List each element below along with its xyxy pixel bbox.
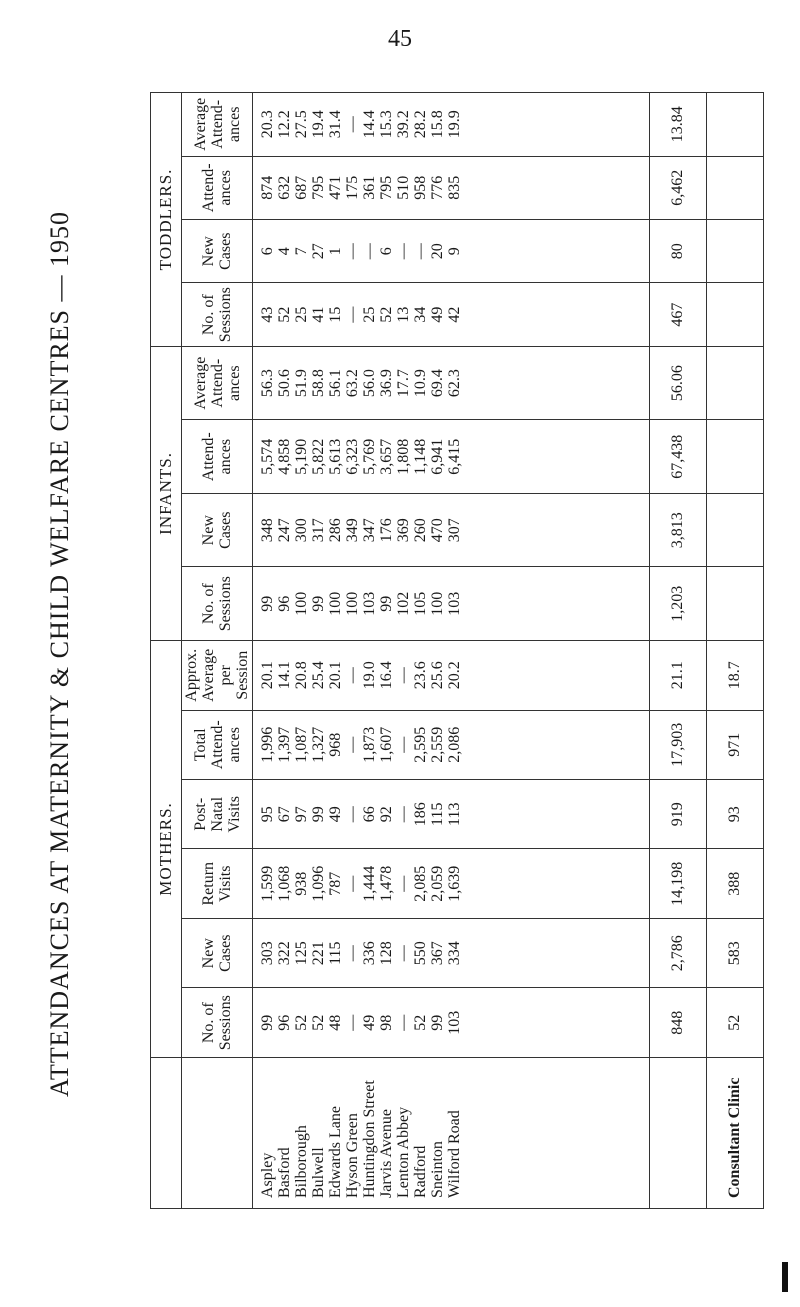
consult-empty [707, 283, 764, 346]
cell-value: 2,086 [446, 726, 463, 763]
consult-empty [707, 346, 764, 420]
cell-value: 10.9 [412, 369, 429, 398]
cell-value: Huntingdon Street [361, 1080, 378, 1198]
cell-value: 15.3 [378, 110, 395, 139]
cell-value: 1 [327, 247, 344, 256]
cell-value: — [395, 806, 412, 823]
cell-value: 20.2 [446, 661, 463, 690]
consultant-label: Consultant Clinic [707, 1057, 764, 1208]
cell-value: 49 [361, 1014, 378, 1031]
cell-value: — [344, 243, 361, 260]
cell-value: 34 [412, 306, 429, 323]
cell-value: 27.5 [293, 110, 310, 139]
cell-value: 69.4 [429, 369, 446, 398]
cell-value: — [344, 945, 361, 962]
cell-value: 14.4 [361, 110, 378, 139]
group-mothers: MOTHERS. [151, 640, 182, 1057]
cell-value: 25.4 [310, 661, 327, 690]
m-return-values [253, 849, 650, 918]
cell-value: 15.8 [429, 110, 446, 139]
cell-value: 52 [378, 306, 395, 323]
cell-value: 632 [276, 175, 293, 200]
consult-m-post: 93 [707, 780, 764, 849]
cell-value: 51.9 [293, 369, 310, 398]
consult-m-avg: 18.7 [707, 640, 764, 710]
cell-value: Bilborough [293, 1125, 310, 1198]
total-t-sessions: 467 [650, 283, 707, 346]
col-t-new: New Cases [182, 220, 253, 283]
cell-value: 2,595 [412, 726, 429, 763]
cell-value: 317 [310, 518, 327, 543]
consult-empty [707, 93, 764, 157]
cell-value: 1,607 [378, 726, 395, 763]
cell-value: 5,574 [259, 438, 276, 475]
cell-value: 48 [327, 1014, 344, 1031]
t-attend-values [253, 156, 650, 219]
cell-value: Radford [412, 1145, 429, 1198]
cell-value: 97 [293, 806, 310, 823]
cell-value: 787 [327, 871, 344, 896]
cell-value: 99 [378, 595, 395, 612]
cell-value: — [361, 243, 378, 260]
total-i-sessions: 1,203 [650, 567, 707, 641]
col-m-post: Post-Natal Visits [182, 780, 253, 849]
cell-value: 334 [446, 941, 463, 966]
cell-value: 7 [293, 247, 310, 256]
cell-value: 1,873 [361, 726, 378, 763]
cell-value: 6 [259, 247, 276, 256]
t-sessions-values [253, 283, 650, 346]
total-m-new: 2,786 [650, 918, 707, 987]
centre-rows [253, 93, 650, 1209]
col-i-sessions: No. of Sessions [182, 567, 253, 641]
cell-value: Lenton Abbey [395, 1106, 412, 1198]
cell-value: 49 [429, 306, 446, 323]
cell-value: 14.1 [276, 661, 293, 690]
i-avg-values [253, 346, 650, 420]
cell-value: 128 [378, 941, 395, 966]
cell-value: 56.3 [259, 369, 276, 398]
cell-value: 510 [395, 175, 412, 200]
cell-value: 367 [429, 941, 446, 966]
cell-value: Edwards Lane [327, 1106, 344, 1198]
cell-value: 63.2 [344, 369, 361, 398]
cell-value: 13 [395, 306, 412, 323]
cell-value: 25 [293, 306, 310, 323]
cell-value: 95 [259, 806, 276, 823]
cell-value: — [344, 736, 361, 753]
cell-value: 300 [293, 518, 310, 543]
col-m-total: Total Attend-ances [182, 710, 253, 779]
i-new-values [253, 493, 650, 567]
total-i-new: 3,813 [650, 493, 707, 567]
col-t-attend: Attend-ances [182, 156, 253, 219]
cell-value: — [344, 806, 361, 823]
col-t-avg: Average Attend-ances [182, 93, 253, 157]
cell-value: 39.2 [395, 110, 412, 139]
cell-value: 361 [361, 175, 378, 200]
total-m-total: 17,903 [650, 710, 707, 779]
cell-value: — [344, 306, 361, 323]
cell-value: 20.3 [259, 110, 276, 139]
cell-value: 100 [293, 591, 310, 616]
cell-value: 4,858 [276, 438, 293, 475]
group-toddlers: TODDLERS. [151, 93, 182, 347]
cell-value: 307 [446, 518, 463, 543]
cell-value: 938 [293, 871, 310, 896]
cell-value: 1,327 [310, 726, 327, 763]
cell-value: 471 [327, 175, 344, 200]
cell-value: 113 [446, 802, 463, 826]
cell-value: 99 [259, 595, 276, 612]
cell-value: 56.0 [361, 369, 378, 398]
cell-value: 16.4 [378, 661, 395, 690]
cell-value: 1,639 [446, 865, 463, 902]
cell-value: Basford [276, 1147, 293, 1198]
page-number: 45 [388, 26, 412, 52]
cell-value: 103 [361, 591, 378, 616]
cell-value: 6,415 [446, 438, 463, 475]
cell-value: 50.6 [276, 369, 293, 398]
cell-value: Aspley [259, 1152, 276, 1198]
cell-value: 27 [310, 243, 327, 260]
m-post-values [253, 780, 650, 849]
consult-empty [707, 567, 764, 641]
cell-value: 1,087 [293, 726, 310, 763]
cell-value: 96 [276, 1014, 293, 1031]
cell-value: 43 [259, 306, 276, 323]
cell-value: Jarvis Avenue [378, 1108, 395, 1198]
total-m-post: 919 [650, 780, 707, 849]
cell-value: 52 [293, 1014, 310, 1031]
cell-value: Hyson Green [344, 1113, 361, 1198]
cell-value: 958 [412, 175, 429, 200]
cell-value: 92 [378, 806, 395, 823]
total-t-attend: 6,462 [650, 156, 707, 219]
consult-empty [707, 156, 764, 219]
cell-value: 175 [344, 175, 361, 200]
consult-m-new: 583 [707, 918, 764, 987]
cell-value: — [395, 1014, 412, 1031]
i-sessions-values [253, 567, 650, 641]
centre-names [253, 1057, 650, 1208]
cell-value: 19.4 [310, 110, 327, 139]
total-t-new: 80 [650, 220, 707, 283]
cell-value: 6,323 [344, 438, 361, 475]
cell-value: 58.8 [310, 369, 327, 398]
cell-value: 1,996 [259, 726, 276, 763]
attendance-table [150, 92, 764, 1209]
cell-value: 221 [310, 941, 327, 966]
cell-value: — [344, 875, 361, 892]
cell-value: 260 [412, 518, 429, 543]
consultant-row [707, 93, 764, 1209]
cell-value: 19.0 [361, 661, 378, 690]
cell-value: 41 [310, 306, 327, 323]
cell-value: 1,478 [378, 865, 395, 902]
col-i-attend: Attend-ances [182, 420, 253, 494]
cell-value: 1,096 [310, 865, 327, 902]
cell-value: 12.2 [276, 110, 293, 139]
m-total-values [253, 710, 650, 779]
consult-empty [707, 220, 764, 283]
cell-value: 28.2 [412, 110, 429, 139]
cell-value: 5,190 [293, 438, 310, 475]
cell-value: 968 [327, 732, 344, 757]
cell-value: 687 [293, 175, 310, 200]
cell-value: 776 [429, 175, 446, 200]
cell-value: 1,444 [361, 865, 378, 902]
col-t-sessions: No. of Sessions [182, 283, 253, 346]
cell-value: 6,941 [429, 438, 446, 475]
cell-value: 369 [395, 518, 412, 543]
cell-value: — [344, 667, 361, 684]
cell-value: 100 [429, 591, 446, 616]
cell-value: Sneinton [429, 1141, 446, 1198]
corner-cell [151, 1057, 182, 1208]
centre-header [182, 1057, 253, 1208]
cell-value: 100 [327, 591, 344, 616]
cell-value: 56.1 [327, 369, 344, 398]
t-avg-values [253, 93, 650, 157]
cell-value: 19.9 [446, 110, 463, 139]
cell-value: 1,808 [395, 438, 412, 475]
i-attend-values [253, 420, 650, 494]
cell-value: 52 [412, 1014, 429, 1031]
cell-value: 1,397 [276, 726, 293, 763]
col-m-new: New Cases [182, 918, 253, 987]
m-avg-values [253, 640, 650, 710]
cell-value: 125 [293, 941, 310, 966]
cell-value: 5,769 [361, 438, 378, 475]
cell-value: 66 [361, 806, 378, 823]
cell-value: 52 [276, 306, 293, 323]
cell-value: 15 [327, 306, 344, 323]
cell-value: 23.6 [412, 661, 429, 690]
consult-empty [707, 493, 764, 567]
cell-value: 835 [446, 175, 463, 200]
cell-value: 102 [395, 591, 412, 616]
cell-value: 25 [361, 306, 378, 323]
cell-value: 6 [378, 247, 395, 256]
cell-value: — [395, 945, 412, 962]
total-m-sessions: 848 [650, 988, 707, 1057]
m-sessions-values [253, 988, 650, 1057]
cell-value: 25.6 [429, 661, 446, 690]
cell-value: 4 [276, 247, 293, 256]
total-i-attend: 67,438 [650, 420, 707, 494]
cell-value: 336 [361, 941, 378, 966]
cell-value: 186 [412, 802, 429, 827]
cell-value: 349 [344, 518, 361, 543]
total-i-avg: 56.06 [650, 346, 707, 420]
cell-value: 100 [344, 591, 361, 616]
cell-value: 20.1 [327, 661, 344, 690]
cell-value: 286 [327, 518, 344, 543]
consult-empty [707, 420, 764, 494]
cell-value: 20.1 [259, 661, 276, 690]
cell-value: 20.8 [293, 661, 310, 690]
cell-value: 9 [446, 247, 463, 256]
cell-value: 36.9 [378, 369, 395, 398]
cell-value: — [395, 667, 412, 684]
cell-value: — [412, 243, 429, 260]
consult-m-return: 388 [707, 849, 764, 918]
cell-value: 2,559 [429, 726, 446, 763]
cell-value: 795 [310, 175, 327, 200]
cell-value: 62.3 [446, 369, 463, 398]
cell-value: 795 [378, 175, 395, 200]
col-i-new: New Cases [182, 493, 253, 567]
cell-value: 1,599 [259, 865, 276, 902]
cell-value: 5,613 [327, 438, 344, 475]
cell-value: 52 [310, 1014, 327, 1031]
cell-value: 99 [259, 1014, 276, 1031]
cell-value: 176 [378, 518, 395, 543]
cell-value: 115 [327, 941, 344, 965]
cell-value: 470 [429, 518, 446, 543]
cell-value: — [344, 1014, 361, 1031]
cell-value: 20 [429, 243, 446, 260]
cell-value: — [344, 116, 361, 133]
col-i-avg: Average Attend-ances [182, 346, 253, 420]
cell-value: 49 [327, 806, 344, 823]
cell-value: Wilford Road [446, 1110, 463, 1198]
m-new-values [253, 918, 650, 987]
total-m-return: 14,198 [650, 849, 707, 918]
cell-value: 322 [276, 941, 293, 966]
col-m-avg: Approx. Average per Session [182, 640, 253, 710]
col-m-sessions: No. of Sessions [182, 988, 253, 1057]
cell-value: 103 [446, 591, 463, 616]
cell-value: 3,657 [378, 438, 395, 475]
cell-value: 105 [412, 591, 429, 616]
total-m-avg: 21.1 [650, 640, 707, 710]
cell-value: 550 [412, 941, 429, 966]
cell-value: 103 [446, 1010, 463, 1035]
cell-value: 17.7 [395, 369, 412, 398]
cell-value: 99 [429, 1014, 446, 1031]
total-t-avg: 13.84 [650, 93, 707, 157]
t-new-values [253, 220, 650, 283]
running-title: ATTENDANCES AT MATERNITY & CHILD WELFARE CENTRES — 1950 [45, 210, 74, 1098]
totals-row [650, 93, 707, 1209]
cell-value: 874 [259, 175, 276, 200]
group-infants: INFANTS. [151, 346, 182, 640]
cell-value: 1,068 [276, 865, 293, 902]
cell-value: — [395, 875, 412, 892]
cell-value: 67 [276, 806, 293, 823]
cell-value: 115 [429, 802, 446, 826]
cell-value: 42 [446, 306, 463, 323]
cell-value: 347 [361, 518, 378, 543]
cell-value: 96 [276, 595, 293, 612]
consult-m-sessions: 52 [707, 988, 764, 1057]
consult-m-total: 971 [707, 710, 764, 779]
cell-value: 1,148 [412, 438, 429, 475]
cell-value: 31.4 [327, 110, 344, 139]
cell-value: 348 [259, 518, 276, 543]
cell-value: — [395, 243, 412, 260]
cell-value: 2,059 [429, 865, 446, 902]
cell-value: 247 [276, 518, 293, 543]
cell-value: 2,085 [412, 865, 429, 902]
cell-value: Bulwell [310, 1147, 327, 1198]
cell-value: 5,822 [310, 438, 327, 475]
totals-label [650, 1057, 707, 1208]
col-m-return: Return Visits [182, 849, 253, 918]
cell-value: 98 [378, 1014, 395, 1031]
cell-value: 303 [259, 941, 276, 966]
cell-value: 99 [310, 595, 327, 612]
cell-value: 99 [310, 806, 327, 823]
cell-value: — [395, 736, 412, 753]
page-edge-mark [782, 1262, 788, 1292]
attendance-grid [150, 92, 764, 1209]
